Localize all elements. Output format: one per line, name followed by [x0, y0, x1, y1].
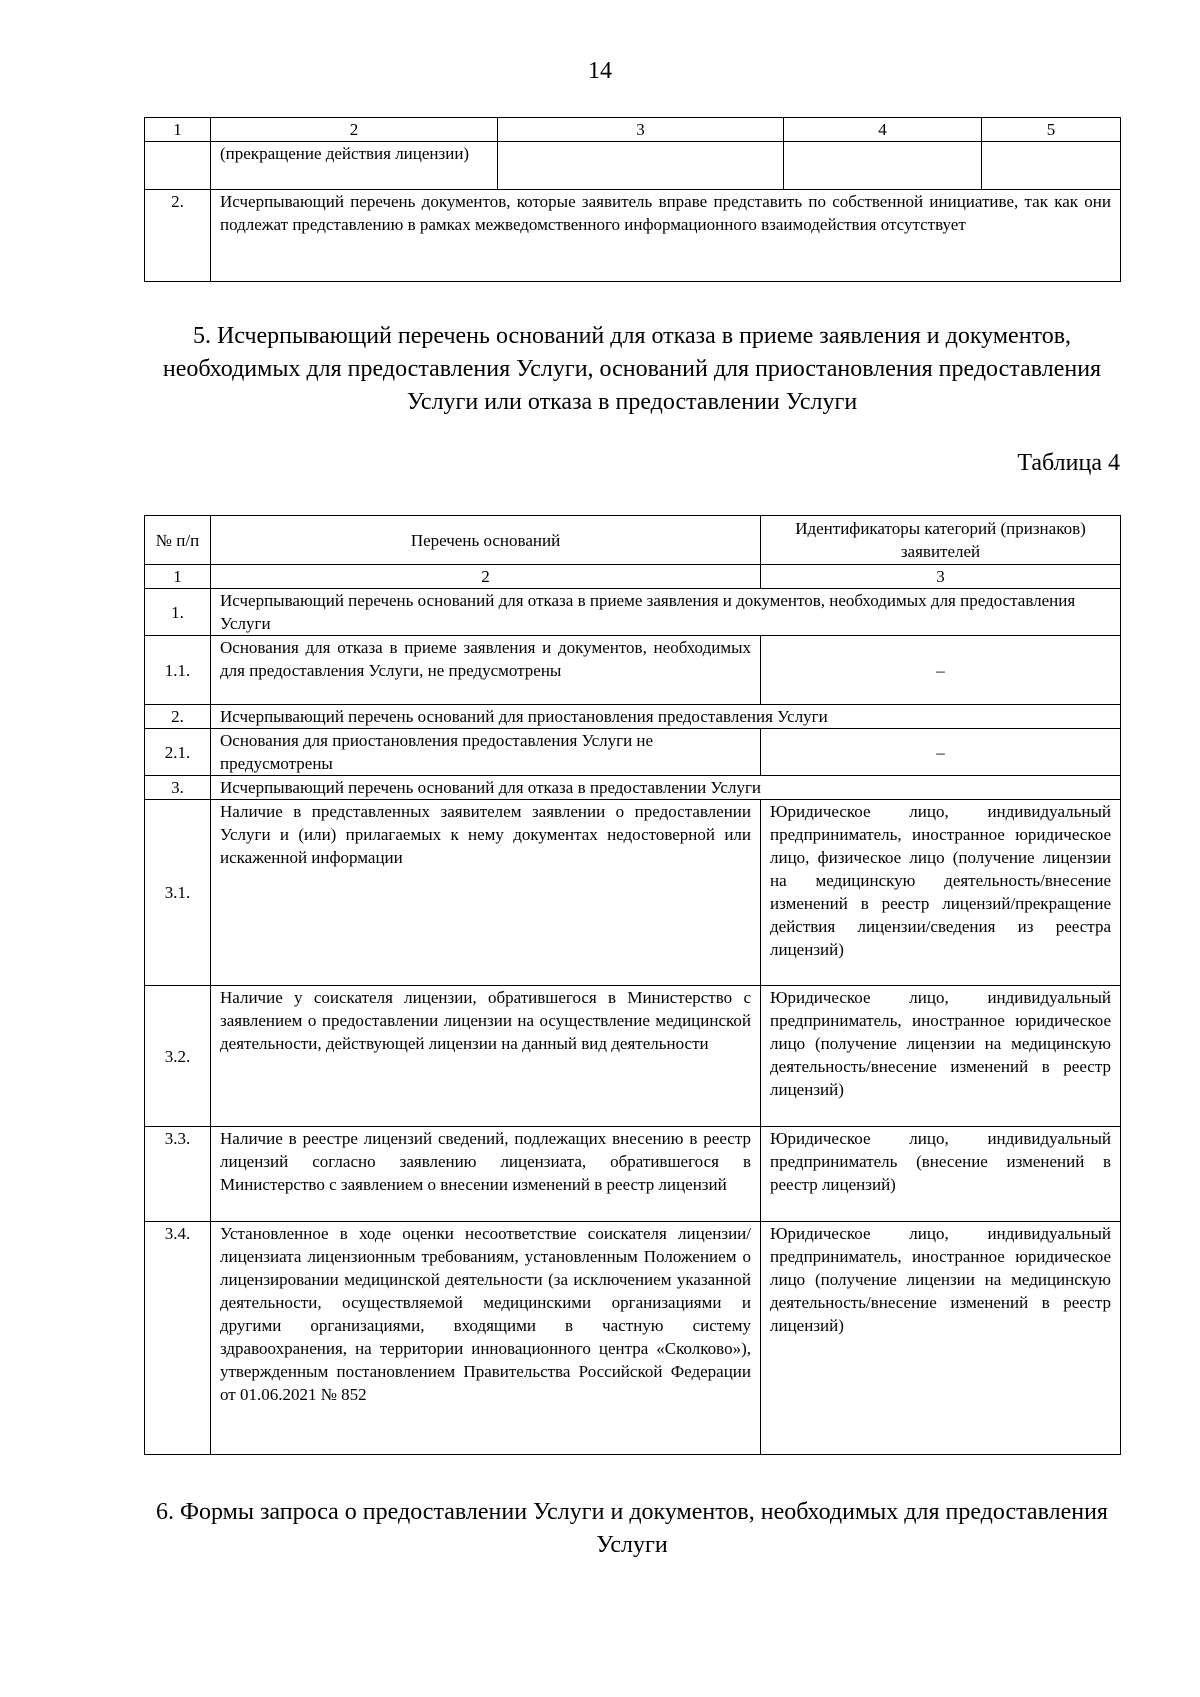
- table-cell: Юридическое лицо, индивидуальный предприниматель, иностранное юридическое лицо (получение лицензии на медицинскую деятельность/внесение изменений в реестр лицензий): [761, 1222, 1121, 1455]
- table-cell: Наличие в реестре лицензий сведений, подлежащих внесению в реестр лицензий согласно заявлению лицензиата, обратившегося в Министерство с заявлением о внесении изменений в реестр лицензий: [211, 1127, 761, 1222]
- table-cell: Юридическое лицо, индивидуальный предприниматель (внесение изменений в реестр лицензий): [761, 1127, 1121, 1222]
- row-number: 2.: [145, 190, 211, 282]
- table-cell: [498, 142, 784, 190]
- table-4: [144, 515, 1121, 1455]
- row-number: 1.1.: [145, 636, 211, 705]
- header-cell-number: № п/п: [145, 516, 211, 565]
- row-number: 3.3.: [145, 1127, 211, 1222]
- table-cell: Исчерпывающий перечень оснований для приостановления предоставления Услуги: [211, 705, 1121, 729]
- row-number: 3.4.: [145, 1222, 211, 1455]
- table-cell: –: [761, 636, 1121, 705]
- header-cell: 4: [784, 118, 982, 142]
- row-number: 1.: [145, 589, 211, 636]
- column-number: 3: [761, 565, 1121, 589]
- column-number-row: [145, 565, 1121, 589]
- header-cell: 5: [982, 118, 1121, 142]
- table-cell: Основания для отказа в приеме заявления и документов, необходимых для предоставления Услуги, не предусмотрены: [211, 636, 761, 705]
- table-row: [145, 729, 1121, 776]
- page-number: 14: [588, 58, 612, 84]
- table-cell: Исчерпывающий перечень оснований для отказа в приеме заявления и документов, необходимых для предоставления Услуги: [211, 589, 1121, 636]
- table-cell: [982, 142, 1121, 190]
- table-cell: (прекращение действия лицензии): [211, 142, 498, 190]
- header-cell-reasons: Перечень оснований: [211, 516, 761, 565]
- table-header-row: [145, 516, 1121, 565]
- table-cell: [145, 142, 211, 190]
- section-6-heading: 6. Формы запроса о предоставлении Услуги и документов, необходимых для предоставления Услуги: [156, 1499, 1108, 1558]
- table-row: [145, 142, 1121, 190]
- table-row: [145, 1222, 1121, 1455]
- table-cell: Наличие в представленных заявителем заявлении о предоставлении Услуги и (или) прилагаемых к нему документах недостоверной или искаженной информации: [211, 800, 761, 986]
- table-row: [145, 800, 1121, 986]
- table-row: [145, 1127, 1121, 1222]
- table-cell: Исчерпывающий перечень документов, которые заявитель вправе представить по собственной инициативе, так как они подлежат представлению в рамках межведомственного информационного взаимодействия отсутствует: [211, 190, 1121, 282]
- table-cell: Основания для приостановления предоставления Услуги не предусмотрены: [211, 729, 761, 776]
- table-cell: Юридическое лицо, индивидуальный предприниматель, иностранное юридическое лицо (получение лицензии на медицинскую деятельность/внесение изменений в реестр лицензий): [761, 986, 1121, 1127]
- table-row: [145, 636, 1121, 705]
- header-cell: 2: [211, 118, 498, 142]
- table-cell: [784, 142, 982, 190]
- row-number: 3.: [145, 776, 211, 800]
- continuation-table: [144, 117, 1121, 282]
- table-header-row: [145, 118, 1121, 142]
- header-cell: 1: [145, 118, 211, 142]
- section-5-heading: 5. Исчерпывающий перечень оснований для отказа в приеме заявления и документов, необходимых для предоставления Услуги, оснований для приостановления предоставления Услуги или отказа в предоставлении Услуги: [162, 323, 1102, 415]
- header-cell: 3: [498, 118, 784, 142]
- row-number: 2.: [145, 705, 211, 729]
- table-cell: Юридическое лицо, индивидуальный предприниматель, иностранное юридическое лицо, физическое лицо (получение лицензии на медицинскую деятельность/внесение изменений в реестр лицензий/прекращение действия лицензии/сведения из реестра лицензий): [761, 800, 1121, 986]
- table-row: [145, 776, 1121, 800]
- table-row: [145, 190, 1121, 282]
- header-cell-ids: Идентификаторы категорий (признаков) заявителей: [761, 516, 1121, 565]
- table-cell: Наличие у соискателя лицензии, обратившегося в Министерство с заявлением о предоставлении лицензии на осуществление медицинской деятельности, действующей лицензии на данный вид деятельности: [211, 986, 761, 1127]
- row-number: 3.1.: [145, 800, 211, 986]
- row-number: 2.1.: [145, 729, 211, 776]
- column-number: 2: [211, 565, 761, 589]
- table-row: [145, 986, 1121, 1127]
- row-number: 3.2.: [145, 986, 211, 1127]
- table-row: [145, 705, 1121, 729]
- table-row: [145, 589, 1121, 636]
- table-cell: –: [761, 729, 1121, 776]
- column-number: 1: [145, 565, 211, 589]
- table-caption: Таблица 4: [1017, 450, 1120, 476]
- table-cell: Исчерпывающий перечень оснований для отказа в предоставлении Услуги: [211, 776, 1121, 800]
- table-cell: Установленное в ходе оценки несоответствие соискателя лицензии/лицензиата лицензионным требованиям, установленным Положением о лицензировании медицинской деятельности (за исключением указанной деятельности, осуществляемой медицинскими организациями и другими организациями, входящими в частную систему здравоохранения, на территории инновационного центра «Сколково»), утвержденным постановлением Правительства Российской Федерации от 01.06.2021 № 852: [211, 1222, 761, 1455]
